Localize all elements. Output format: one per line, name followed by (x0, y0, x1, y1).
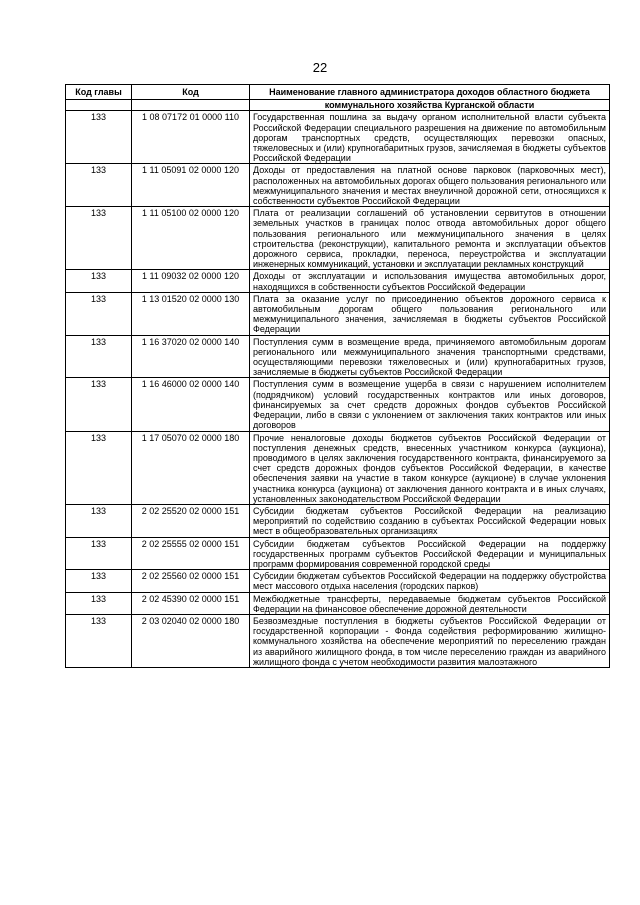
chapter-code-cell: 133 (66, 378, 132, 431)
table-row (66, 292, 610, 335)
revenue-name-cell: Межбюджетные трансферты, передаваемые бюджетам субъектов Российской Федерации на финансовое обеспечение дорожной деятельности (250, 592, 610, 614)
revenue-name-cell: Прочие неналоговые доходы бюджетов субъектов Российской Федерации от поступления денежных средств, внесенных участником конкурса (аукциона), проводимого в целях заключения государственного контракта, финансируемого за счет средств дорожных фондов субъектов Российской Федерации, в качестве обеспечения заявки на участие в таком конкурсе (аукционе) в случае уклонения участника конкурса (аукциона) от заключения данного контракта и в иных случаях, установленных законодательством Российской Федерации (250, 431, 610, 504)
header-chapter-code: Код главы (66, 85, 132, 100)
chapter-code-cell: 133 (66, 292, 132, 335)
revenue-name-cell: Субсидии бюджетам субъектов Российской Федерации на поддержку обустройства мест массового отдыха населения (городских парков) (250, 570, 610, 592)
revenue-name-cell: Государственная пошлина за выдачу органом исполнительной власти субъекта Российской Федерации специального разрешения на движение по автомобильным дорогам транспортных средств, осуществляющих перевозки опасных, тяжеловесных и (или) крупногабаритных грузов, зачисляемая в бюджеты субъектов Российской Федерации (250, 111, 610, 164)
table-row (66, 592, 610, 614)
revenue-code-cell: 2 03 02040 02 0000 180 (132, 614, 250, 667)
administrator-continuation-row (66, 100, 610, 111)
chapter-code-cell: 133 (66, 111, 132, 164)
chapter-code-cell: 133 (66, 537, 132, 570)
chapter-code-cell: 133 (66, 504, 132, 537)
revenue-code-cell: 1 16 37020 02 0000 140 (132, 335, 250, 378)
continuation-empty-cell (66, 100, 132, 111)
revenue-name-cell: Плата от реализации соглашений об установлении сервитутов в отношении земельных участков в границах полос отвода автомобильных дорог общего пользования регионального или межмуниципального значения в целях строительства (реконструкции), капитального ремонта и эксплуатации объектов дорожного сервиса, прокладки, переноса, переустройства и эксплуатации инженерных коммуникаций, установки и эксплуатации рекламных конструкций (250, 207, 610, 270)
table-row (66, 431, 610, 504)
chapter-code-cell: 133 (66, 164, 132, 207)
chapter-code-cell: 133 (66, 570, 132, 592)
table-row (66, 378, 610, 431)
header-administrator-name: Наименование главного администратора доходов областного бюджета (250, 85, 610, 100)
revenue-code-cell: 1 16 46000 02 0000 140 (132, 378, 250, 431)
revenue-code-cell: 2 02 45390 02 0000 151 (132, 592, 250, 614)
revenue-code-cell: 1 17 05070 02 0000 180 (132, 431, 250, 504)
table-row (66, 164, 610, 207)
table-row (66, 270, 610, 292)
table-row (66, 537, 610, 570)
chapter-code-cell: 133 (66, 592, 132, 614)
table-row (66, 335, 610, 378)
revenue-code-cell: 1 11 09032 02 0000 120 (132, 270, 250, 292)
chapter-code-cell: 133 (66, 431, 132, 504)
revenue-name-cell: Поступления сумм в возмещение ущерба в связи с нарушением исполнителем (подрядчиком) условий государственных контрактов или иных договоров, финансируемых за счет средств дорожных фондов субъектов Российской Федерации, либо в связи с уклонением от заключения таких контрактов или иных договоров (250, 378, 610, 431)
table-row (66, 504, 610, 537)
header-code: Код (132, 85, 250, 100)
revenue-code-cell: 1 08 07172 01 0000 110 (132, 111, 250, 164)
revenue-name-cell: Безвозмездные поступления в бюджеты субъектов Российской Федерации от государственной корпорации - Фонда содействия реформированию жилищно-коммунального хозяйства на обеспечение мероприятий по переселению граждан из аварийного жилищного фонда, в том числе переселению граждан из аварийного жилищного фонда с учетом необходимости развития малоэтажного (250, 614, 610, 667)
revenue-codes-table (65, 84, 610, 668)
revenue-code-cell: 2 02 25520 02 0000 151 (132, 504, 250, 537)
table-header-row (66, 85, 610, 100)
chapter-code-cell: 133 (66, 614, 132, 667)
revenue-name-cell: Поступления сумм в возмещение вреда, причиняемого автомобильным дорогам регионального или межмуниципального значения транспортными средствами, осуществляющими перевозки тяжеловесных и (или) крупногабаритных грузов, зачисляемые в бюджеты субъектов Российской Федерации (250, 335, 610, 378)
continuation-empty-cell (132, 100, 250, 111)
table-row (66, 207, 610, 270)
revenue-name-cell: Субсидии бюджетам субъектов Российской Федерации на поддержку государственных программ субъектов Российской Федерации и муниципальных программ формирования современной городской среды (250, 537, 610, 570)
page-bottom-margin (0, 860, 640, 905)
revenue-name-cell: Плата за оказание услуг по присоединению объектов дорожного сервиса к автомобильным дорогам общего пользования регионального или межмуниципального значения, зачисляемая в бюджеты субъектов Российской Федерации (250, 292, 610, 335)
chapter-code-cell: 133 (66, 207, 132, 270)
chapter-code-cell: 133 (66, 270, 132, 292)
chapter-code-cell: 133 (66, 335, 132, 378)
revenue-code-cell: 1 11 05091 02 0000 120 (132, 164, 250, 207)
revenue-name-cell: Доходы от эксплуатации и использования имущества автомобильных дорог, находящихся в собственности субъектов Российской Федерации (250, 270, 610, 292)
revenue-code-cell: 2 02 25560 02 0000 151 (132, 570, 250, 592)
revenue-name-cell: Доходы от предоставления на платной основе парковок (парковочных мест), расположенных на автомобильных дорогах общего пользования регионального или межмуниципального значения и местах внеуличной дорожной сети, относящихся к собственности субъектов Российской Федерации (250, 164, 610, 207)
revenue-code-cell: 2 02 25555 02 0000 151 (132, 537, 250, 570)
page-number: 22 (312, 60, 328, 75)
administrator-name-continuation: коммунального хозяйства Курганской области (250, 100, 610, 111)
table-row (66, 111, 610, 164)
table-row (66, 570, 610, 592)
revenue-code-cell: 1 13 01520 02 0000 130 (132, 292, 250, 335)
table-row (66, 614, 610, 667)
revenue-name-cell: Субсидии бюджетам субъектов Российской Федерации на реализацию мероприятий по содействию созданию в субъектах Российской Федерации новых мест в общеобразовательных организациях (250, 504, 610, 537)
revenue-code-cell: 1 11 05100 02 0000 120 (132, 207, 250, 270)
